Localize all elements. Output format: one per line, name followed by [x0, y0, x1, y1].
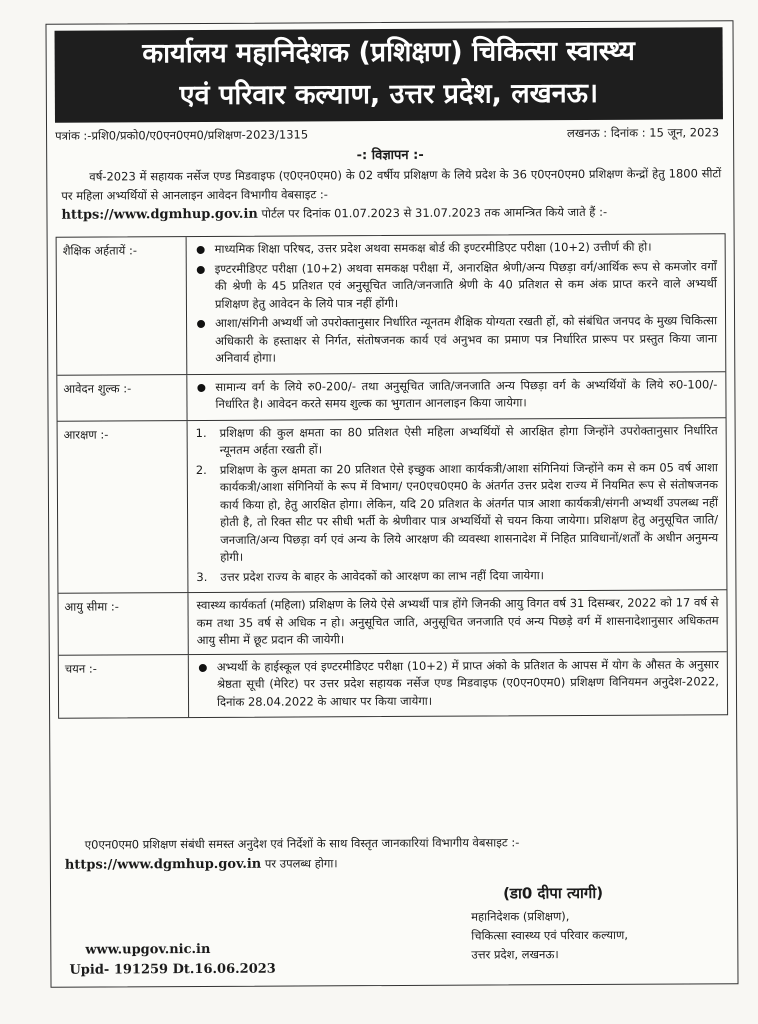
table-row	[59, 651, 727, 718]
list-item	[196, 422, 718, 460]
signatory-designation-1: महानिदेशक (प्रशिक्षण),	[471, 909, 570, 924]
footer-text: ए0एन0एम0 प्रशिक्षण संबंधी समस्त अनुदेश एवं निर्देशों के साथ विस्तृत जानकारियां विभागीय वेबसाइट :-	[84, 835, 520, 852]
reference-number: पत्रांक :-प्रशि0/प्रको0/ए0एन0एम0/प्रशिक्षण-2023/1315	[55, 127, 309, 143]
row-label: आवेदन शुल्क :-	[57, 375, 187, 421]
bullet-icon	[197, 383, 205, 391]
list-item-text: अभ्यर्थी के हाईस्कूल एवं इण्टरमीडिएट परीक्षा (10+2) में प्राप्त अंको के प्रतिशत के आपस में योग के औसत के अनुसार श्रेष्ठता सूची (मेरिट) पर उत्तर प्रदेश सहायक नर्सेज एण्ड मिडवाइफ (ए0एन0एम0) प्रशिक्षण विनियमन अनुदेश-2022, दिनांक 28.04.2022 के आधार पर किया जायेगा।	[216, 656, 719, 709]
header-line-2: एवं परिवार कल्याण, उत्तर प्रदेश, लखनऊ।	[179, 77, 599, 112]
document-frame	[45, 20, 738, 988]
list-item	[195, 312, 717, 367]
table-row	[58, 417, 727, 593]
intro-text-2: पोर्टल पर दिनांक 01.07.2023 से 31.07.2023 तक आमन्त्रित किये जाते हैं :-	[261, 204, 608, 221]
footer-text-2: पर उपलब्ध होगा।	[264, 856, 338, 871]
signatory-designation-2: चिकित्सा स्वास्थ्य एवं परिवार कल्याण,	[471, 927, 628, 943]
row-label: शैक्षिक अर्हतायें :-	[57, 237, 188, 374]
row-content	[189, 652, 727, 717]
list-item	[197, 656, 719, 711]
footer-paragraph	[65, 831, 725, 875]
table-row	[57, 371, 725, 420]
signatory-name: (डा0 दीपा त्यागी)	[502, 883, 604, 903]
list-item	[195, 376, 717, 414]
intro-paragraph	[61, 164, 721, 224]
bullet-icon	[197, 265, 205, 273]
list-item	[196, 459, 719, 567]
list-item-text: उत्तर प्रदेश राज्य के बाहर के आवेदकों को आरक्षण का लाभ नहीं दिया जायेगा।	[220, 567, 545, 584]
website-address: www.upgov.nic.in	[85, 941, 211, 958]
signature-block	[471, 883, 721, 964]
intro-url: https://www.dgmhup.gov.in	[61, 206, 258, 223]
list-item-text: सामान्य वर्ग के लिये रु0-200/- तथा अनुसूचित जाति/जनजाति अन्य पिछड़ा वर्ग के अभ्यर्थियों के लिये रु0-100/- निर्धारित है। आवेदन करते समय शुल्क का भुगतान आनलाइन किया जायेगा।	[215, 376, 718, 411]
bullet-icon	[197, 320, 205, 328]
office-header	[55, 27, 723, 122]
list-item-text: स्वास्थ्य कार्यकर्ता (महिला) प्रशिक्षण के लिये ऐसे अभ्यर्थी पात्र होंगे जिनकी आयु विगत वर्ष 31 दिसम्बर, 2022 को 17 वर्ष से कम तथा 35 वर्ष से अधिक न हो। अनुसूचित जाति, अनुसूचित जनजाति एवं अन्य पिछड़े वर्ग में शासनादेशानुसार अधिकतम आयु सीमा में छूट प्रदान की जायेगी।	[196, 595, 719, 648]
row-content	[187, 372, 725, 420]
header-line-1: कार्यालय महानिदेशक (प्रशिक्षण) चिकित्सा स्वास्थ्य	[142, 35, 635, 70]
list-item-text: प्रशिक्षण की कुल क्षमता का 80 प्रतिशत ऐसी महिला अभ्यर्थियों से आरक्षित होगा जिन्होंने उपरोक्तानुसार निर्धारित न्यूनतम अर्हता रखती हों।	[219, 422, 718, 457]
website-block	[69, 940, 276, 981]
list-item-text: प्रशिक्षण के कुल क्षमता का 20 प्रतिशत ऐसे इच्छुक आशा कार्यकत्री/आशा संगिनियां जिन्होंने कम से कम 05 वर्ष आशा कार्यकत्री/आशा संगिनियों के रूप में विभाग/ एन0एच0एम0 के अंतर्गत उत्तर प्रदेश राज्य में नियमित रूप से संतोषजनक कार्य किया हो, हेतु आरक्षित होगा। लेकिन, यदि 20 प्रतिशत के अंतर्गत पात्र आशा कार्यकत्री/संगनी अभ्यर्थी उपलब्ध नहीं होती है, तो रिक्त सीट पर सीधी भर्ती के श्रेणीवार पात्र अभ्यर्थियों से चयन किया जायेगा। प्रशिक्षण हेतु अनुसूचित जाति/जनजाति/अन्य पिछड़ा वर्ग एवं अन्य के लिये आरक्षण की व्यवस्था शासनादेश में निहित प्राविधानों/शर्तों के अधीन अनुमन्य होगी।	[219, 459, 719, 564]
row-label: आरक्षण :-	[58, 421, 189, 593]
signatory-designation-3: उत्तर प्रदेश, लखनऊ।	[471, 947, 559, 962]
intro-text: वर्ष-2023 में सहायक नर्सेज एण्ड मिडवाइफ (ए0एन0एम0) के 02 वर्षीय प्रशिक्षण के लिये प्रदेश के 36 ए0एन0एम0 प्रशिक्षण केन्द्रों हेतु 1800 सीटों पर महिला अभ्यर्थियों से आनलाइन आवेदन विभागीय वेबसाइट :-	[61, 166, 722, 203]
list-item-text: माध्यमिक शिक्षा परिषद, उत्तर प्रदेश अथवा समकक्ष बोर्ड की इण्टरमीडिएट परीक्षा (10+2) उत्तीर्ण की हो।	[214, 239, 652, 256]
row-content	[187, 234, 726, 373]
list-number: 3.	[196, 569, 208, 584]
reference-row	[55, 125, 723, 143]
list-item	[195, 238, 717, 258]
row-label: आयु सीमा :-	[58, 593, 188, 654]
notice-title: -: विज्ञापन :-	[356, 147, 424, 164]
row-label: चयन :-	[59, 655, 189, 718]
footer-url: https://www.dgmhup.gov.in	[64, 856, 262, 873]
table-row	[58, 589, 726, 654]
reference-date: लखनऊ : दिनांक : 15 जून, 2023	[566, 125, 720, 141]
list-item-text: इण्टरमीडिएट परीक्षा (10+2) अथवा समकक्ष परीक्षा में, अनारक्षित श्रेणी/अन्य पिछड़ा वर्ग/आर्थिक रूप से कमजोर वर्गों की श्रेणी के 45 प्रतिशत एवं अनुसूचित जाति/जनजाति श्रेणी के 40 प्रतिशत से कम अंक प्राप्त करने वाले अभ्यर्थी प्रशिक्षण हेतु आवेदन के लिये पात्र नहीं होंगी।	[214, 258, 717, 311]
list-number: 2.	[195, 462, 207, 477]
row-content	[188, 418, 727, 592]
list-item	[196, 566, 718, 586]
list-item-text: आशा/संगिनी अभ्यर्थी जो उपरोक्तानुसार निर्धारित न्यूनतम शैक्षिक योग्यता रखती हों, को संबंधित जनपद के मुख्य चिकित्सा अधिकारी के हस्ताक्षर से निर्गत, संतोषजनक कार्य एवं अनुभव का प्रमाण पत्र निर्धारित प्रारूप पर प्रस्तुत किया जाना अनिवार्य होगा।	[215, 313, 718, 365]
upid-text: Upid- 191259 Dt.16.06.2023	[69, 961, 276, 978]
bullet-icon	[199, 663, 207, 671]
table-row	[57, 234, 726, 374]
bullet-icon	[197, 246, 205, 254]
list-number: 1.	[195, 425, 207, 440]
details-table	[56, 233, 729, 719]
row-content	[188, 590, 726, 653]
list-item	[195, 258, 717, 313]
